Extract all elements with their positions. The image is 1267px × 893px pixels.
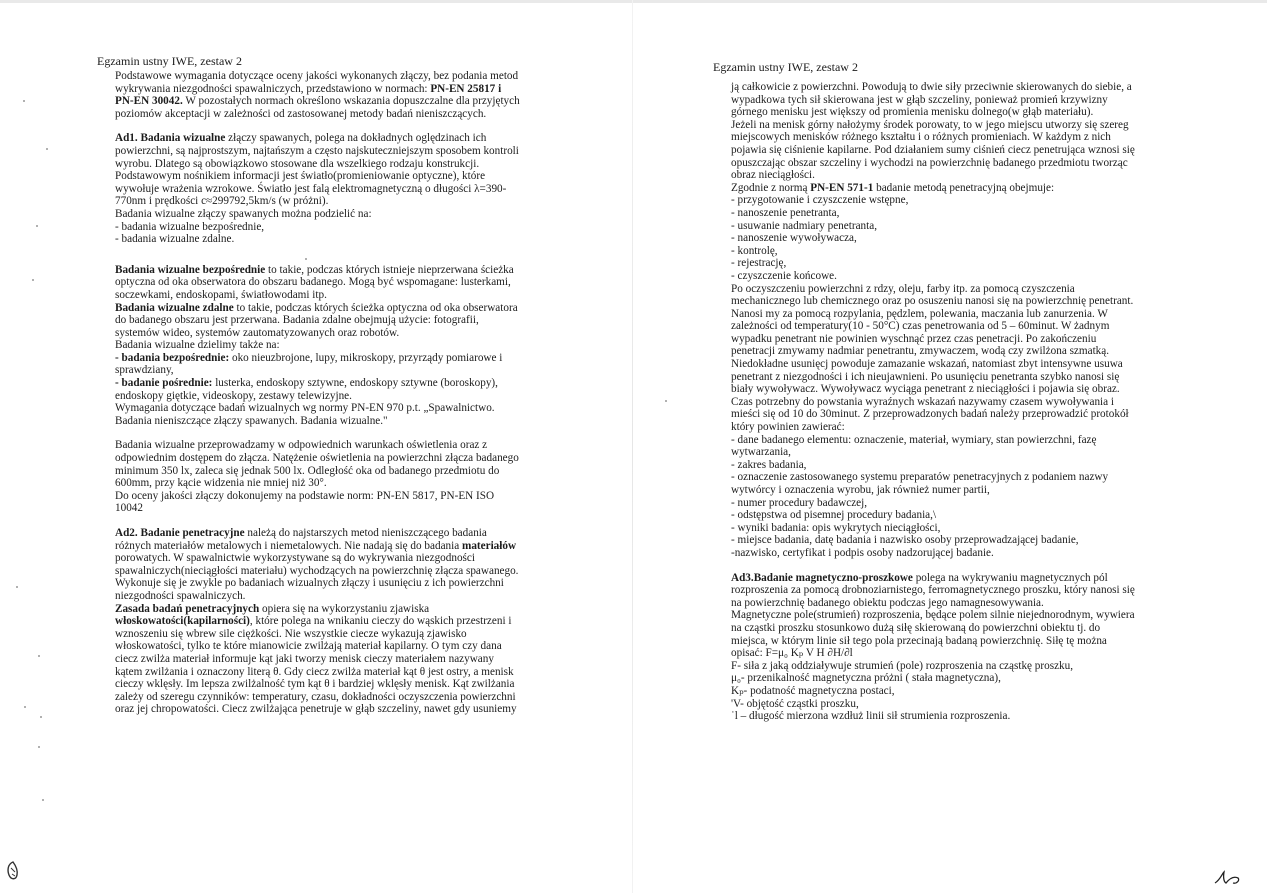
ad3-line: F- siła z jaką oddziaływuje strumień (pole) rozproszenia na cząstkę proszku, [731, 659, 1074, 672]
step-item: - usuwanie nadmiary penetranta, [731, 219, 878, 232]
ad1-line: wywołuje wrażenia wzrokowe. Światło jest falą elektromagnetyczną o długości λ=390- [115, 182, 507, 195]
process-line: zależności od temperatury(10 - 50°C) czas penetrowania od 5 – 60minut. W żadnym [731, 320, 1110, 333]
scan-speck [36, 225, 38, 227]
intro-line: Podstawowe wymagania dotyczące oceny jakości wykonanych złączy, bez podania metod [115, 70, 519, 82]
right-page-header: Egzamin ustny IWE, zestaw 2 [713, 60, 858, 74]
ad2-line: Wykonuje się je zwykle po badaniach wizualnych złączy i usunięciu z ich powierzchni [115, 577, 504, 590]
ad2-line: różnych materiałów metalowych i niemetalowych. Nie nadają się do badania materiałów [115, 539, 517, 552]
remote-line: Badania wizualne dzielimy także na: [115, 339, 280, 352]
process-line: wytwórcy i oznaczenia wyrobu, jak również numer partii, [731, 484, 990, 496]
process-line: Niedokładne usunięcj powoduje zamazanie wskazań, natomiast zbyt intensywne usuwa [731, 358, 1123, 371]
principle-line: włoskowatości(kapilarności), które polega na wnikaniu cieczy do wąskich przestrzeni i [115, 615, 512, 628]
cont-line: opuszczając obszar szczeliny i wychodzi na powierzchnię badanego przedmiotu tworząc [731, 156, 1128, 169]
cont-line: pojawia się ciśnienie kapilarne. Pod działaniem sumy ciśnień ciecz penetrująca wznosi się [731, 143, 1135, 156]
step-item: - kontrolę, [731, 244, 778, 257]
ad2-line: niezgodności spawalniczych. [115, 589, 246, 602]
principle-line: włoskowatości, tylko te które mianowicie zwilżają materiał kapilarny. O tym czy dana [115, 640, 502, 653]
principle-line: zależy od szeregu czynników: temperatury, czasu, dokładności oczyszczenia powierzchni [115, 690, 516, 703]
indirect-line: Wymagania dotyczące badań wizualnych wg normy PN-EN 970 p.t. „Spawalnictwo. [115, 402, 495, 415]
left-page-body [115, 70, 520, 716]
indirect-line: Badania nieniszczące złączy spawanych. Badania wizualne." [115, 414, 388, 427]
ad3-line: na powierzchnię badanego obiektu podczas jego namagnesowywania. [731, 596, 1044, 609]
intro-line: wykrywania niezgodności spawalniczych, przedstawiono w normach: PN-EN 25817 i [115, 82, 502, 95]
ad1-line: - badania wizualne zdalne. [115, 233, 235, 246]
ad3-line: μ₀- przenikalność magnetyczna próżni ( stała magnetyczna), [731, 672, 1001, 685]
light-line: 10042 [115, 502, 143, 515]
scan-speck [23, 100, 25, 102]
ad1-title: Ad1. Badania wizualne [115, 132, 226, 145]
process-line: - dane badanego elementu: oznaczenie, materiał, wymiary, stan powierzchni, fazę [731, 433, 1097, 446]
direct2-line: sprawdziany, [115, 364, 174, 377]
process-line: mieści się od 10 do 30minut. Z przeprowadzonych badań należy przeprowadzić protokół [731, 408, 1129, 421]
scan-speck [46, 148, 48, 150]
step-item: - nanoszenie penetranta, [731, 206, 840, 219]
step-item: - czyszczenie końcowe. [731, 269, 837, 282]
step-item: - nanoszenie wywoływacza, [731, 232, 857, 245]
ad3-line: ˙l – długość mierzona wzdłuż linii sił strumienia rozproszenia. [731, 710, 1011, 723]
direct-line: soczewkami, endoskopami, światłowodami itp. [115, 288, 327, 301]
ad1-heading-line: Ad1. Badania wizualne złączy spawanych, polega na dokładnych oględzinach ich [115, 132, 487, 145]
cont-line: miejscowych menisków różnego kształtu i o różnych promieniach. W każdym z nich [731, 131, 1111, 144]
ad1-line: wyrobu. Dlatego są obowiązkowo stosowane dla wszelkiego rodzaju konstrukcji. [115, 157, 480, 170]
norm-line: Zgodnie z normą PN-EN 571-1 badanie metodą penetracyjną obejmuje: [731, 181, 1055, 194]
principle-heading-line: Zasada badań penetracyjnych opiera się na wykorzystaniu zjawiska [115, 602, 430, 615]
light-line: odpowiednim dostępem do złącza. Natężenie oświetlenia na powierzchni złącza badanego [115, 452, 519, 465]
cont-line: Jeżeli na menisk górny nałożymy środek porowaty, to w jego miejscu utworzy się szereg [731, 118, 1129, 131]
ad1-line: powierzchni, są najprostszym, najtańszym a często najskuteczniejszym sposobem kontroli [115, 144, 519, 157]
principle-line: cieczy wklęsły. Im lepsza zwilżalność tym kąt θ i bardziej wklęsły menisk. Kąt zwilżania [115, 678, 515, 691]
indirect-heading-line: - badanie pośrednie: lusterka, endoskopy sztywne, endoskopy sztywne (boroskopy), [115, 377, 498, 390]
scan-speck [40, 716, 42, 718]
process-line: Po oczyszczeniu powierzchni z rdzy, oleju, farby itp. za pomocą czyszczenia [731, 282, 1075, 295]
indirect-line: endoskopy giętkie, videoskopy, zestawy telewizyjne. [115, 389, 352, 402]
ad2-title: Ad2. Badanie penetracyjne [115, 527, 245, 539]
ad3-line: Kₚ- podatność magnetyczna postaci, [731, 684, 895, 697]
ad1-line: - badania wizualne bezpośrednie, [115, 220, 265, 233]
scan-speck [38, 746, 40, 748]
scan-speck [24, 706, 26, 708]
left-page-header: Egzamin ustny IWE, zestaw 2 [97, 54, 242, 68]
light-line: minimum 350 lx, zaleca się jednak 500 lx. Odległość oka od badanego przedmiotu do [115, 464, 500, 477]
ad3-line: Magnetyczne pole(strumień) rozproszenia, będące polem silnie niejednorodnym, wywiera [731, 609, 1135, 622]
process-line: mechanicznego lub chemicznego oraz po osuszeniu nanosi się na powierzchnię penetrant. [731, 295, 1134, 308]
remote-heading-line: Badania wizualne zdalne to takie, podczas których ścieżka optyczna od oka obserwatora [115, 301, 518, 314]
step-item: - przygotowanie i czyszczenie wstępne, [731, 194, 909, 207]
scan-speck [16, 586, 18, 588]
scan-speck [42, 799, 44, 801]
light-line: Badania wizualne przeprowadzamy w odpowiednich warunkach oświetlenia oraz z [115, 439, 488, 452]
principle-line: ciecz zwilża materiał informuje kąt jaki tworzy menisk cieczy materiałem nazywany [115, 652, 494, 665]
process-line: - zakres badania, [731, 458, 807, 471]
process-line: - odstępstwa od pisemnej procedury badania,\ [731, 509, 937, 522]
light-line: 600mm, przy kącie widzenia nie mniej niż 30°. [115, 477, 327, 490]
principle-line: oraz jej chropowatości. Ciecz zwilżająca penetruje w głąb szczeliny, nawet gdy usuniemy [115, 703, 517, 716]
direct2-title: - badania bezpośrednie: [115, 351, 230, 364]
process-line: Nanosi my za pomocą rozpylania, pędzlem, polewania, maczania lub zanurzenia. W [731, 307, 1108, 320]
indirect-title: - badanie pośrednie: [115, 377, 213, 390]
process-line: wytwarzania, [731, 446, 791, 459]
ad3-line: na cząstki proszku stosunkowo dużą siłę skierowaną do powierzchni obiektu tj. do [731, 621, 1101, 634]
principle-line: wznoszeniu się wbrew sile ciężkości. Nie wszystkie ciecze wykazują zjawisko [115, 627, 467, 640]
light-line: Do oceny jakości złączy dokonujemy na podstawie norm: PN-EN 5817, PN-EN ISO [115, 489, 495, 502]
remote-title: Badania wizualne zdalne [115, 301, 234, 314]
cont-line: ją całkowicie z powierzchni. Powodują to dwie siły przeciwnie skierowanych do siebie, a [731, 81, 1132, 93]
process-line: który powinien zawierać: [731, 421, 845, 434]
direct2-heading-line: - badania bezpośrednie: oko nieuzbrojone, lupy, mikroskopy, przyrządy pomiarowe i [115, 351, 503, 364]
right-page-body [731, 81, 1135, 723]
process-line: Czas potrzebny do powstania wyraźnych wskazań nazywamy czasem wywoływania i [731, 395, 1115, 408]
ad1-line: Podstawowym nośnikiem informacji jest światło(promieniowanie optyczne), które [115, 170, 486, 183]
process-line: - wyniki badania: opis wykrytych nieciągłości, [731, 521, 941, 534]
ad3-heading-line: Ad3.Badanie magnetyczno-proszkowe polega na wykrywaniu magnetycznych pól [731, 571, 1108, 584]
scan-speck [305, 258, 307, 260]
process-line: penetracji zmywamy nadmiar penetrantu, zmywaczem, wodą czy zwilżona szmatką. [731, 345, 1110, 358]
process-line: penetrant z niezgodności i ich nieujawnieni. Po usunięciu penetranta szybko nanosi się [731, 370, 1120, 383]
intro-line: PN-EN 30042. W pozostałych normach określono wskazania dopuszczalne dla przyjętych [115, 95, 520, 108]
ad2-heading-line: Ad2. Badanie penetracyjne należą do najstarszych metod nieniszczącego badania [115, 527, 487, 539]
process-line: wypadku penetrant nie powinien wyschnąć przez czas penetracji. Po zakończeniu [731, 332, 1097, 345]
direct-title: Badania wizualne bezpośrednie [115, 263, 266, 276]
process-line: - oznaczenie zastosowanego systemu preparatów penetracyjnych z podaniem nazwy [731, 471, 1109, 484]
cont-line: obraz nieciągłości. [731, 169, 815, 182]
punch-hole-mark [6, 860, 20, 882]
ad3-line: miejsca, w którym linie sił tego pola przecinają badaną powierzchnię. Siłę tę można [731, 634, 1107, 647]
process-line: - miejsce badania, datę badania i nazwisko osoby przeprowadzającej badanie, [731, 534, 1079, 547]
ad1-line: 770nm i prędkości c≈299792,5km/s (w próżni). [115, 195, 329, 208]
cont-line: górnego menisku jest większy od promienia menisku dolnego(w głąb materiału). [731, 106, 1094, 119]
ad3-line: 'V- objętość cząstki proszku, [731, 697, 859, 710]
principle-line: kątem zwilżania i oznaczony literą θ. Gdy ciecz zwilża materiał kąt θ jest ostry, a menisk [115, 665, 514, 678]
process-line: -nazwisko, certyfikat i podpis osoby nadzorującej badanie. [731, 546, 994, 559]
direct-line: optyczna od oka obserwatora do obszaru badanego. Mogą być wspomagane: lusterkami, [115, 276, 511, 289]
cont-line: wypadkowa tych sił skierowana jest w głąb szczeliny, ponieważ promień krzywizny [731, 93, 1108, 106]
ad3-line: rozproszenia za pomocą drobnoziarnistego, ferromagnetycznego proszku, który nanosi się [731, 584, 1135, 597]
step-item: - rejestrację, [731, 257, 787, 270]
scan-speck [38, 655, 40, 657]
intro-line: poziomów akceptacji w zależności od zastosowanej metody badań nieniszczących. [115, 107, 487, 120]
process-line: biały wywoływacz. Wywoływacz wyciąga penetrant z nieciągłości i pojawia się obraz. [731, 383, 1120, 396]
direct-heading-line: Badania wizualne bezpośrednie to takie, podczas których istnieje nieprzerwana ścieżka [115, 263, 514, 276]
scan-speck [32, 279, 34, 281]
ad2-line: spawalniczych(nieciągłości materiału) wychodzących na powierzchnię złącza spawanego. [115, 564, 519, 577]
handwritten-page-mark [1212, 868, 1244, 888]
remote-line: systemów wideo, systemów zautomatyzowanych oraz robotów. [115, 326, 400, 339]
ad3-title: Ad3.Badanie magnetyczno-proszkowe [731, 571, 913, 584]
formula-line: opisać: F=μ₀ Kₚ V H ∂H/∂l [731, 647, 853, 660]
ad2-line: porowatych. W spawalnictwie wykorzystywane są do wykrywania niezgodności [115, 552, 475, 565]
ad1-line: Badania wizualne złączy spawanych można podzielić na: [115, 207, 372, 220]
process-line: - numer procedury badawczej, [731, 496, 868, 509]
scan-speck [665, 400, 667, 402]
remote-line: do badanego obszaru jest przerwana. Badania zdalne obejmują użycie: fotografii, [115, 314, 479, 327]
left-page [0, 0, 633, 893]
right-page [634, 0, 1267, 893]
norm-number: PN-EN 571-1 [810, 181, 874, 194]
principle-title: Zasada badań penetracyjnych [115, 602, 260, 615]
